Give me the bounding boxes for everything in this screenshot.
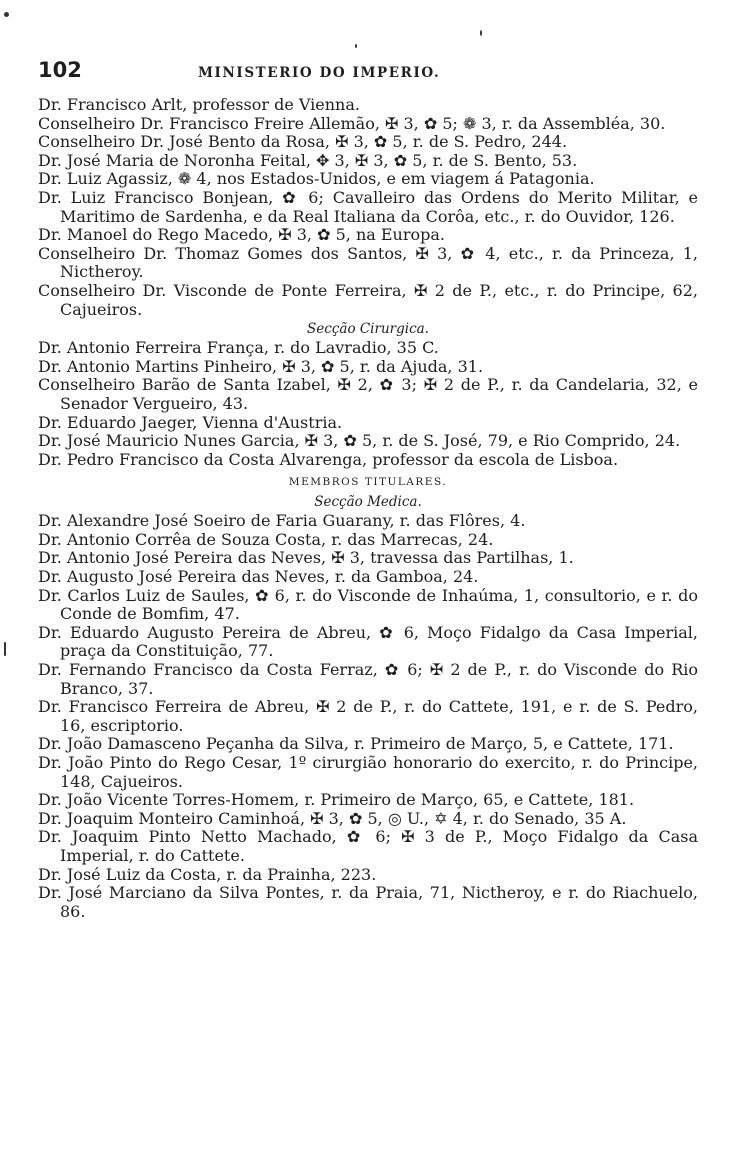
- member-entry: Conselheiro Dr. Francisco Freire Allemão, ✠ 3, ✿ 5; ❁ 3, r. da Assembléa, 30.: [38, 113, 666, 133]
- document-page: [38, 58, 698, 921]
- member-entry: Dr. Manoel do Rego Macedo, ✠ 3, ✿ 5, na Europa.: [38, 225, 446, 245]
- member-entry: Dr. José Mauricio Nunes Garcia, ✠ 3, ✿ 5, r. de S. José, 79, e Rio Comprido, 24.: [38, 431, 681, 451]
- member-entry: Dr. José Maria de Noronha Feital, ✥ 3, ✠ 3, ✿ 5, r. de S. Bento, 53.: [38, 150, 578, 170]
- print-speck: [480, 30, 482, 36]
- print-speck: [355, 44, 357, 48]
- member-list-honorary: [38, 96, 698, 319]
- member-entry: Dr. Fernando Francisco da Costa Ferraz, ✿ 6; ✠ 2 de P., r. do Visconde do Rio Branco, 37.: [38, 660, 698, 698]
- member-entry: Dr. Francisco Ferreira de Abreu, ✠ 2 de P., r. do Cattete, 191, e r. de S. Pedro, 16, escriptorio.: [38, 697, 698, 735]
- section-heading-medica: Secção Medica.: [314, 494, 422, 511]
- member-entry: Dr. Antonio Corrêa de Souza Costa, r. das Marrecas, 24.: [38, 529, 494, 549]
- member-entry: Dr. João Pinto do Rego Cesar, 1º cirurgião honorario do exercito, r. do Principe, 148, Cajueiros.: [38, 753, 698, 791]
- member-entry: Conselheiro Barão de Santa Izabel, ✠ 2, ✿ 3; ✠ 2 de P., r. da Candelaria, 32, e Senador Vergueiro, 43.: [38, 375, 698, 413]
- member-entry: Dr. José Marciano da Silva Pontes, r. da Praia, 71, Nictheroy, e r. do Riachuelo, 86.: [38, 883, 698, 921]
- member-entry: Dr. Antonio Martins Pinheiro, ✠ 3, ✿ 5, r. da Ajuda, 31.: [38, 356, 484, 376]
- print-speck: [4, 642, 6, 656]
- page-number: 102: [38, 58, 82, 82]
- membros-titulares-heading: MEMBROS TITULARES.: [288, 476, 448, 489]
- member-entry: Dr. Eduardo Augusto Pereira de Abreu, ✿ 6, Moço Fidalgo da Casa Imperial, praça da Constituição, 77.: [38, 622, 698, 661]
- print-speck: [4, 12, 9, 17]
- member-entry: Dr. Joaquim Monteiro Caminhoá, ✠ 3, ✿ 5, ◎ U., ✡ 4, r. do Senado, 35 A.: [38, 808, 627, 828]
- member-entry: Conselheiro Dr. Thomaz Gomes dos Santos, ✠ 3, ✿ 4, etc., r. da Princeza, 1, Nictheroy.: [38, 243, 698, 282]
- member-entry: Dr. Luiz Agassiz, ❁ 4, nos Estados-Unidos, e em viagem á Patagonia.: [38, 169, 595, 189]
- member-entry: Dr. Carlos Luiz de Saules, ✿ 6, r. do Visconde de Inhaúma, 1, consultorio, e r. do Conde de Bomfim, 47.: [38, 585, 698, 624]
- running-title: MINISTERIO DO IMPERIO.: [198, 65, 441, 81]
- member-entry: Conselheiro Dr. José Bento da Rosa, ✠ 3, ✿ 5, r. de S. Pedro, 244.: [38, 132, 568, 152]
- member-list-cirurgica: [38, 339, 698, 469]
- member-entry: Dr. Antonio José Pereira das Neves, ✠ 3, travessa das Partilhas, 1.: [38, 548, 574, 568]
- member-entry: Conselheiro Dr. Visconde de Ponte Ferreira, ✠ 2 de P., etc., r. do Principe, 62, Cajueiros.: [38, 280, 698, 319]
- member-entry: Dr. Francisco Arlt, professor de Vienna.: [38, 95, 360, 114]
- member-entry: Dr. Antonio Ferreira França, r. do Lavradio, 35 C.: [38, 338, 439, 358]
- member-entry: Dr. Joaquim Pinto Netto Machado, ✿ 6; ✠ 3 de P., Moço Fidalgo da Casa Imperial, r. do Cattete.: [38, 827, 698, 865]
- section-heading-cirurgica: Secção Cirurgica.: [307, 321, 429, 338]
- member-list-medica: [38, 512, 698, 921]
- member-entry: Dr. Augusto José Pereira das Neves, r. da Gamboa, 24.: [38, 567, 479, 587]
- member-entry: Dr. Luiz Francisco Bonjean, ✿ 6; Cavalleiro das Ordens do Merito Militar, e Maritimo de Sardenha, e da Real Italiana da Corôa, etc., r. do Ouvidor, 126.: [38, 187, 698, 226]
- member-entry: Dr. José Luiz da Costa, r. da Prainha, 223.: [38, 864, 377, 884]
- member-entry: Dr. Alexandre José Soeiro de Faria Guarany, r. das Flôres, 4.: [38, 511, 526, 531]
- member-entry: Dr. João Vicente Torres-Homem, r. Primeiro de Março, 65, e Cattete, 181.: [38, 790, 635, 810]
- page-header: [38, 58, 698, 92]
- member-entry: Dr. João Damasceno Peçanha da Silva, r. Primeiro de Março, 5, e Cattete, 171.: [38, 734, 674, 754]
- member-entry: Dr. Pedro Francisco da Costa Alvarenga, professor da escola de Lisboa.: [38, 449, 619, 469]
- member-entry: Dr. Eduardo Jaeger, Vienna d'Austria.: [38, 412, 343, 432]
